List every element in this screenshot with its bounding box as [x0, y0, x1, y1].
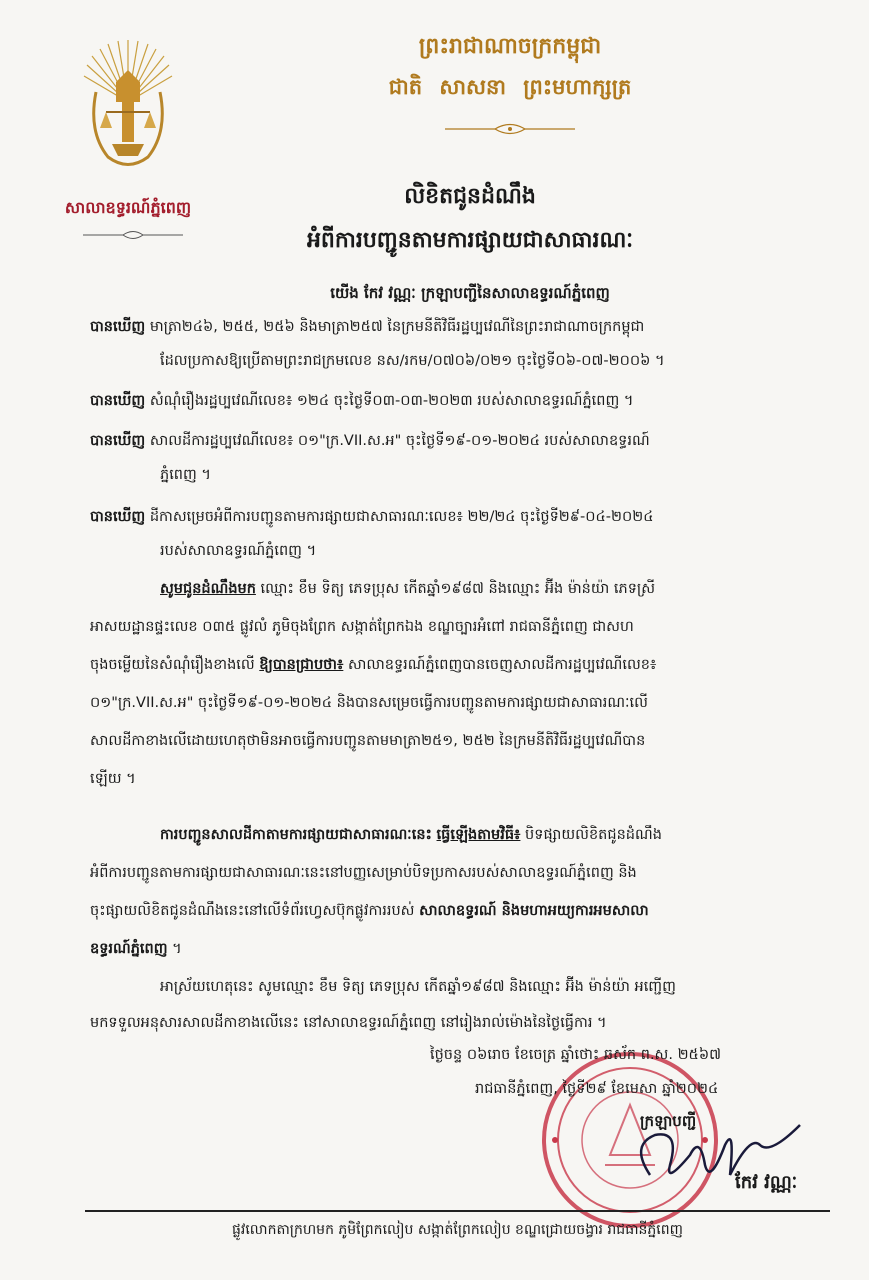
lunar-date: ថ្ងៃចន្ទ ០៦រោច ខែចេត្រ ឆ្នាំថោះ ឆស័ក ព.ស. ២៥៦៧	[430, 1047, 721, 1063]
notice-text: សាលាឧទ្ធរណ៍ភ្នំពេញបានចេញសាលដីការដ្ឋប្បវេណីលេខ៖	[343, 657, 657, 673]
notice-line-2: អាសយដ្ឋានផ្ទះលេខ ០៣៥ ផ្លូវលំ ភូមិចុងព្រែក សង្កាត់ព្រែកឯង ខណ្ឌច្បារអំពៅ រាជធានីភ្នំពេញ ជាសហ	[90, 619, 634, 635]
motto-divider-ornament	[440, 120, 580, 138]
consideration-3	[90, 432, 650, 453]
method-line-1	[160, 826, 662, 847]
method-keyword-3: សាលាឧទ្ធរណ៍ និងមហាអយ្យការអមសាលា	[419, 903, 649, 919]
method-keyword: ការបញ្ជូនសាលដីកាតាមការផ្សាយជាសាធារណៈនេះ	[160, 827, 432, 843]
signatory-name: កែវ វណ្ណៈ	[735, 1172, 798, 1193]
method-text: ។	[167, 941, 182, 957]
footer-divider	[85, 1210, 830, 1212]
signatory-title: ក្រឡាបញ្ជី	[640, 1112, 697, 1130]
notice-line-1	[160, 580, 655, 601]
method-text: ចុះផ្សាយលិខិតជូនដំណឹងនេះនៅលើទំព័រហ្វេសប៊ុកផ្លូវការរបស់	[90, 903, 420, 919]
consideration-text: ដីកាសម្រេចអំពីការបញ្ជូនតាមការផ្សាយជាសាធារណៈលេខ៖ ២២/២៤ ចុះថ្ងៃទី២៩-០៤-២០២៤	[149, 509, 654, 525]
court-divider-ornament	[78, 228, 188, 242]
consideration-1-cont: ដែលប្រកាសឱ្យប្រើតាមព្រះរាជក្រមលេខ នស/រកម/០៧០៦/០២១ ចុះថ្ងៃទី០៦-០៧-២០០៦ ។	[160, 353, 665, 369]
consideration-text: មាត្រា២៤៦, ២៥៥, ២៥៦ និងមាត្រា២៥៧ នៃក្រមនីតិវិធីរដ្ឋប្បវេណីនៃព្រះរាជាណាចក្រកម្ពុជា	[149, 319, 645, 335]
consideration-label: បានឃើញ	[90, 319, 146, 335]
notice-line-6: ឡើយ ។	[90, 771, 136, 787]
notice-line-5: សាលដីកាខាងលើដោយហេតុថាមិនអាចធ្វើការបញ្ជូនតាមមាត្រា២៥១, ២៥២ នៃក្រមនីតិវិធីរដ្ឋប្បវេណីបាន	[90, 733, 646, 749]
consideration-label: បានឃើញ	[90, 433, 146, 449]
court-name: សាលាឧទ្ធរណ៍ភ្នំពេញ	[64, 198, 192, 217]
footer-address: ផ្លូវលោកតាក្រហមក ភូមិព្រែកលៀប សង្កាត់ព្រែកលៀប ខណ្ឌជ្រោយចង្វារ រាជធានីភ្នំពេញ	[232, 1222, 683, 1238]
consideration-4	[90, 508, 654, 529]
notice-line-3	[90, 656, 656, 677]
notice-text: ឈ្មោះ ខឹម ទិត្យ ភេទប្រុស កើតឆ្នាំ១៩៨៧ និងឈ្មោះ អ៊ីង ម៉ាន់យ៉ា ភេទស្រី	[255, 581, 656, 597]
closing-line-1: អាស្រ័យហេតុនេះ សូមឈ្មោះ ខឹម ទិត្យ ភេទប្រុស កើតឆ្នាំ១៩៨៧ និងឈ្មោះ អ៊ីង ម៉ាន់យ៉ា អញ្ជើញ	[160, 979, 676, 995]
method-keyword-4: ឧទ្ធរណ៍ភ្នំពេញ	[90, 941, 168, 957]
document-subtitle: អំពីការបញ្ជូនតាមការផ្សាយជាសាធារណៈ	[306, 228, 634, 253]
consideration-2	[90, 392, 633, 413]
notice-text: ចុងចម្លើយនៃសំណុំរឿងខាងលើ	[90, 657, 260, 673]
document-title: លិខិតជូនដំណឹង	[404, 184, 536, 209]
method-line-3	[90, 902, 649, 923]
consideration-1	[90, 318, 644, 339]
solar-date: រាជធានីភ្នំពេញ, ថ្ងៃទី២៩ ខែមេសា ឆ្នាំ២០២៤	[475, 1081, 719, 1097]
court-emblem-icon	[78, 32, 178, 172]
closing-line-2: មកទទួលអនុសារសាលដីកាខាងលើនេះ នៅសាលាឧទ្ធរណ៍ភ្នំពេញ នៅរៀងរាល់ម៉ោងនៃថ្ងៃធ្វើការ ។	[90, 1015, 607, 1031]
consideration-text: សាលដីការដ្ឋប្បវេណីលេខ៖ ០១"ក្រ.VII.ស.អ" ចុះថ្ងៃទី១៩-០១-២០២៤ របស់សាលាឧទ្ធរណ៍	[149, 433, 650, 449]
notice-line-4: ០១"ក្រ.VII.ស.អ" ចុះថ្ងៃទី១៩-០១-២០២៤ និងបានសម្រេចធ្វើការបញ្ជូនតាមការផ្សាយជាសាធារណៈលើ	[90, 695, 648, 711]
method-line-2: អំពីការបញ្ជូនតាមការផ្សាយជាសាធារណៈនេះនៅបញ្ញសេម្រាប់បិទប្រកាសរបស់សាលាឧទ្ធរណ៍ភ្នំពេញ និង	[90, 865, 637, 881]
consideration-4-cont: របស់សាលាឧទ្ធរណ៍ភ្នំពេញ ។	[160, 543, 317, 559]
method-line-4	[90, 940, 182, 961]
consideration-label: បានឃើញ	[90, 393, 146, 409]
consideration-label: បានឃើញ	[90, 509, 146, 525]
method-text: បិទផ្សាយលិខិតជូនដំណឹង	[520, 827, 662, 843]
consideration-3-cont: ភ្នំពេញ ។	[160, 467, 211, 483]
consideration-text: សំណុំរឿងរដ្ឋប្បវេណីលេខ៖ ១២៤ ចុះថ្ងៃទី០៣-០៣-២០២៣ របស់សាលាឧទ្ធរណ៍ភ្នំពេញ ។	[149, 393, 634, 409]
notice-keyword: ឱ្យបានជ្រាបថា៖	[259, 657, 344, 673]
issuer-line: យើង កែវ វណ្ណៈ ក្រឡាបញ្ជីនៃសាលាឧទ្ធរណ៍ភ្នំពេញ	[330, 284, 610, 302]
method-keyword-2: ធ្វើឡើងតាមវិធី៖	[436, 827, 521, 843]
notice-lead: សូមជូនដំណឹងមក	[160, 581, 256, 597]
national-motto: ជាតិ សាសនា ព្រះមហាក្សត្រ	[388, 75, 632, 99]
kingdom-title: ព្រះរាជាណាចក្រកម្ពុជា	[418, 34, 602, 59]
